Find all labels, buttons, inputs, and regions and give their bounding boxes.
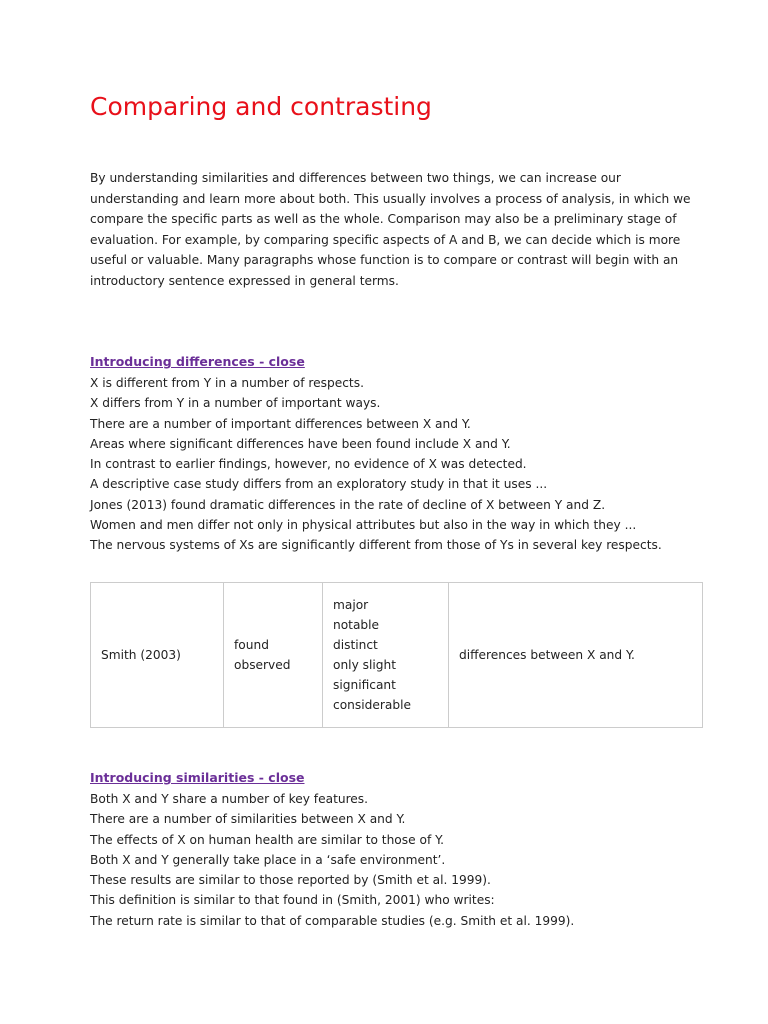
table-cell-verbs (224, 583, 323, 728)
list-item: The effects of X on human health are similar to those of Y. (90, 832, 444, 847)
list-item: These results are similar to those reported by (Smith et al. 1999). (90, 873, 491, 888)
similarities-heading-link[interactable]: Introducing similarities - close (90, 770, 305, 785)
list-item: Women and men differ not only in physical attributes but also in the way in which they ... (90, 518, 637, 533)
adjective-option: considerable (333, 698, 411, 712)
adjective-option: major (333, 598, 369, 612)
list-item: Areas where significant differences have been found include X and Y. (90, 436, 511, 451)
verb-option: observed (234, 658, 291, 672)
list-item: X is different from Y in a number of respects. (90, 376, 364, 390)
list-item: There are a number of important differences between X and Y. (90, 416, 471, 431)
adjective-option: only slight (333, 658, 397, 672)
table-cell-object: differences between X and Y. (449, 583, 703, 728)
adjective-option: significant (333, 678, 396, 692)
phrase-table (90, 582, 703, 728)
intro-paragraph: By understanding similarities and differences between two things, we can increase our understanding and learn more about both. This usually involves a process of analysis, in which we compare the specific parts as well as the whole. Comparison may also be a preliminary stage of evaluation. For example, by comparing specific aspects of A and B, we can decide which is more useful or valuable. Many paragraphs whose function is to compare or contrast will begin with an introductory sentence expressed in general terms. (90, 171, 691, 288)
similarities-phrase-list (90, 789, 695, 931)
list-item: Both X and Y share a number of key features. (90, 792, 369, 806)
page-title: Comparing and contrasting (90, 92, 432, 121)
list-item: This definition is similar to that found in (Smith, 2001) who writes: (90, 893, 495, 908)
list-item: Both X and Y generally take place in a ‘safe environment’. (90, 852, 446, 867)
list-item: A descriptive case study differs from an exploratory study in that it uses ... (90, 477, 548, 492)
verb-option: found (234, 638, 269, 652)
list-item: X differs from Y in a number of important ways. (90, 396, 381, 411)
table-cell-adjectives (323, 583, 449, 728)
adjective-option: notable (333, 618, 380, 632)
list-item: Jones (2013) found dramatic differences in the rate of decline of X between Y and Z. (90, 497, 606, 512)
list-item: The nervous systems of Xs are significantly different from those of Ys in several key respects. (90, 538, 662, 553)
list-item: The return rate is similar to that of comparable studies (e.g. Smith et al. 1999). (90, 913, 575, 928)
adjective-option: distinct (333, 638, 378, 652)
table-row (91, 583, 703, 728)
list-item: In contrast to earlier findings, however, no evidence of X was detected. (90, 457, 527, 472)
differences-heading-link[interactable]: Introducing differences - close (90, 354, 305, 369)
differences-phrase-list (90, 373, 695, 556)
list-item: There are a number of similarities between X and Y. (90, 812, 406, 827)
table-cell-subject: Smith (2003) (91, 583, 224, 728)
